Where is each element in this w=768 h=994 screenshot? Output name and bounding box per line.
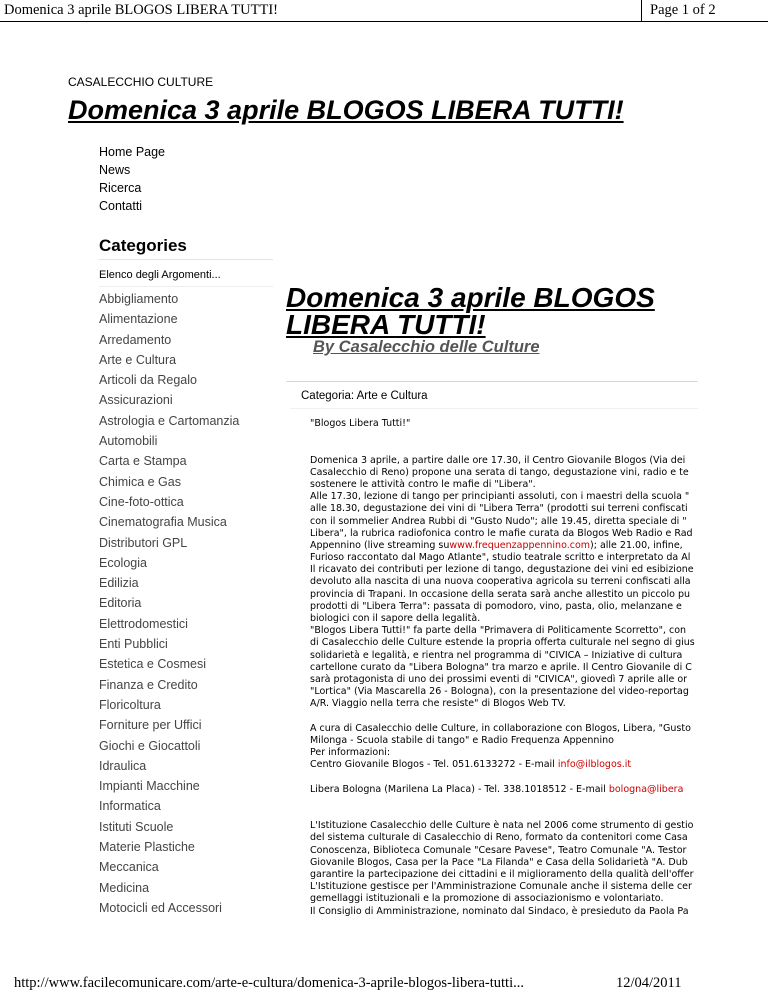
body-line: devoluto alla nascita di una nuova cooperativa agricola su terreni confiscati alla [310, 576, 691, 588]
article-category: Categoria: Arte e Cultura [301, 390, 428, 402]
site-title[interactable]: Domenica 3 aprile BLOGOS LIBERA TUTTI! [68, 95, 624, 125]
body-line: di Casalecchio delle Culture estende la propria offerta culturale nel segno di gius [310, 637, 695, 649]
category-item[interactable]: Cinematografia Musica [99, 515, 227, 530]
category-item[interactable]: Abbigliamento [99, 292, 179, 306]
category-item[interactable]: Articoli da Regalo [99, 373, 197, 388]
body-line: sarà protagonista di uno dei prossimi eventi di "CIVICA", giovedì 7 aprile alle or [310, 673, 688, 685]
category-item[interactable]: Carta e Stampa [99, 454, 187, 469]
article-body [310, 418, 698, 948]
body-line: Giovanile Blogos, Casa per la Pace "La Filanda" e Casa della Solidarietà "A. Dub [310, 856, 688, 868]
body-line: gemellaggi istituzionali e la promozione di associazionismo e volontariato. [310, 893, 664, 905]
category-item[interactable]: Enti Pubblici [99, 637, 168, 652]
category-item[interactable]: Alimentazione [99, 312, 178, 327]
body-line [310, 759, 698, 771]
body-line: garantire la partecipazione dei cittadini e il miglioramento della qualità dell'offer [310, 868, 694, 880]
category-item[interactable]: Chimica e Gas [99, 474, 181, 489]
print-footer-date: 12/04/2011 [616, 975, 682, 991]
nav-news[interactable]: News [99, 163, 131, 177]
category-item[interactable]: Elettrodomestici [99, 616, 188, 631]
nav-home[interactable]: Home Page [99, 145, 166, 159]
category-item[interactable]: Medicina [99, 880, 150, 895]
categories-heading: Categories [99, 236, 187, 255]
body-text: Centro Giovanile Blogos - Tel. 051.6133272 - E-mail [310, 759, 558, 771]
body-line: Il ricavato dei contributi per lezione di tango, degustazione dei vini ed esibizione [310, 564, 694, 576]
body-line: provincia di Trapani. In occasione della serata sarà anche allestito un piccolo pu [310, 588, 690, 600]
site-name: CASALECCHIO CULTURE [68, 75, 214, 89]
body-line: Alle 17.30, lezione di tango per principianti assoluti, con i maestri della scuola " [310, 491, 690, 503]
email-info-link[interactable]: info@ilblogos.it [557, 759, 632, 771]
body-line: L'Istituzione Casalecchio delle Culture è nata nel 2006 come strumento di gestio [310, 820, 694, 832]
print-page-number: Page 1 of 2 [650, 2, 716, 18]
main-nav [99, 143, 165, 215]
body-line: Domenica 3 aprile, a partire dalle ore 17.30, il Centro Giovanile Blogos (Via dei [310, 454, 686, 466]
body-line: cartellone curato da "Libera Bologna" tra marzo e aprile. Il Centro Giovanile di C [310, 661, 692, 673]
email-bologna-link[interactable]: bologna@libera [608, 783, 684, 795]
category-item[interactable]: Ecologia [99, 555, 147, 570]
body-line: Libera", la rubrica radiofonica contro le mafie curata da Blogos Web Radio e Rad [310, 527, 693, 539]
category-item[interactable]: Editoria [99, 596, 142, 611]
body-line: alle 18.30, degustazione dei vini di "Libera Terra" (prodotti sui terreni confiscati [310, 503, 688, 515]
frequenzappennino-link[interactable]: www.frequenzappennino.com [449, 539, 591, 551]
body-line: "Lortica" (Via Mascarella 26 - Bologna), con la presentazione del video-reportag [310, 686, 689, 698]
body-line [310, 540, 698, 552]
category-item[interactable]: Istituti Scuole [99, 819, 174, 834]
article-quote: "Blogos Libera Tutti!" [310, 418, 411, 429]
body-line: sostenere le attività contro le mafie di "Libera". [310, 478, 536, 490]
body-line: del sistema culturale di Casalecchio di Reno, formato da contenitori come Casa [310, 832, 688, 844]
category-item[interactable]: Estetica e Cosmesi [99, 657, 206, 672]
body-line: solidarietà e legalità, e rientra nel programma di "CIVICA – Iniziative di cultura [310, 649, 683, 661]
body-line: A/R. Viaggio nella terra che resiste" di Blogos Web TV. [310, 698, 566, 710]
category-item[interactable]: Materie Plastiche [99, 840, 195, 855]
body-text: ); alle 21.00, infine, [590, 539, 683, 551]
category-item[interactable]: Motocicli ed Accessori [99, 900, 222, 915]
body-line: Il Consiglio di Amministrazione, nominato dal Sindaco, è presieduto da Paola Pa [310, 905, 689, 917]
category-item[interactable]: Meccanica [99, 860, 159, 875]
category-item[interactable]: Arte e Cultura [99, 352, 177, 367]
category-item[interactable]: Giochi e Giocattoli [99, 738, 201, 753]
body-line: prodotti di "Libera Terra": passata di pomodoro, vino, pasta, olio, melanzane e [310, 600, 682, 612]
category-item[interactable]: Automobili [99, 434, 158, 449]
categories-subtitle-divider [99, 286, 273, 287]
body-line: L'Istituzione gestisce per l'Amministrazione Comunale anche il sistema delle cer [310, 881, 692, 893]
category-item[interactable]: Forniture per Uffici [99, 718, 202, 733]
body-line: biologici con il sapore della legalità. [310, 613, 481, 624]
body-line: "Blogos Libera Tutti!" fa parte della "Primavera di Politicamente Scorretto", con [310, 625, 687, 637]
body-line: Per informazioni: [310, 747, 391, 759]
body-line: Casalecchio di Reno) propone una serata di tango, degustazione vini, radio e te [310, 466, 689, 478]
print-header-divider [641, 0, 642, 22]
nav-ricerca[interactable]: Ricerca [99, 181, 142, 195]
category-item[interactable]: Floricoltura [99, 697, 161, 712]
article-category-divider [290, 408, 698, 409]
category-item[interactable]: Edilizia [99, 576, 139, 591]
category-item[interactable]: Distributori GPL [99, 535, 188, 550]
body-line: con il sommelier Andrea Rubbi di "Gusto Nudo"; alle 19.45, diretta speciale di " [310, 515, 687, 527]
article-byline[interactable]: By Casalecchio delle Culture [313, 338, 540, 356]
body-text: Appennino (live streaming su [310, 539, 450, 551]
category-item[interactable]: Idraulica [99, 758, 147, 773]
category-item[interactable]: Arredamento [99, 332, 172, 347]
category-item[interactable]: Finanza e Credito [99, 677, 198, 692]
categories-subtitle: Elenco degli Argomenti... [99, 269, 221, 281]
category-item[interactable]: Cine-foto-ottica [99, 494, 184, 509]
category-list [99, 292, 277, 921]
body-line [310, 784, 698, 796]
body-line: A cura di Casalecchio delle Culture, in collaborazione con Blogos, Libera, "Gusto [310, 722, 691, 734]
print-footer-url: http://www.facilecomunicare.com/arte-e-cultura/domenica-3-aprile-blogos-libera-tutti... [14, 975, 524, 991]
body-text: Libera Bologna (Marilena La Placa) - Tel. 338.1018512 - E-mail [310, 783, 609, 795]
body-line: Conoscenza, Biblioteca Comunale "Cesare Pavese", Teatro Comunale "A. Testor [310, 844, 687, 856]
print-header [0, 0, 768, 22]
article-divider [286, 381, 698, 382]
category-item[interactable]: Assicurazioni [99, 393, 173, 408]
article-title[interactable]: Domenica 3 aprile BLOGOS LIBERA TUTTI! [286, 282, 655, 340]
print-header-title: Domenica 3 aprile BLOGOS LIBERA TUTTI! [4, 2, 278, 18]
body-line: Furioso raccontato dal Mago Atlante", studio teatrale scritto e interpretato da Al [310, 552, 691, 564]
body-line: Milonga - Scuola stabile di tango" e Radio Frequenza Appennino [310, 734, 614, 746]
category-item[interactable]: Informatica [99, 799, 161, 814]
category-item[interactable]: Impianti Macchine [99, 779, 200, 794]
nav-contatti[interactable]: Contatti [99, 199, 143, 213]
category-item[interactable]: Astrologia e Cartomanzia [99, 413, 240, 428]
categories-divider [99, 259, 273, 260]
